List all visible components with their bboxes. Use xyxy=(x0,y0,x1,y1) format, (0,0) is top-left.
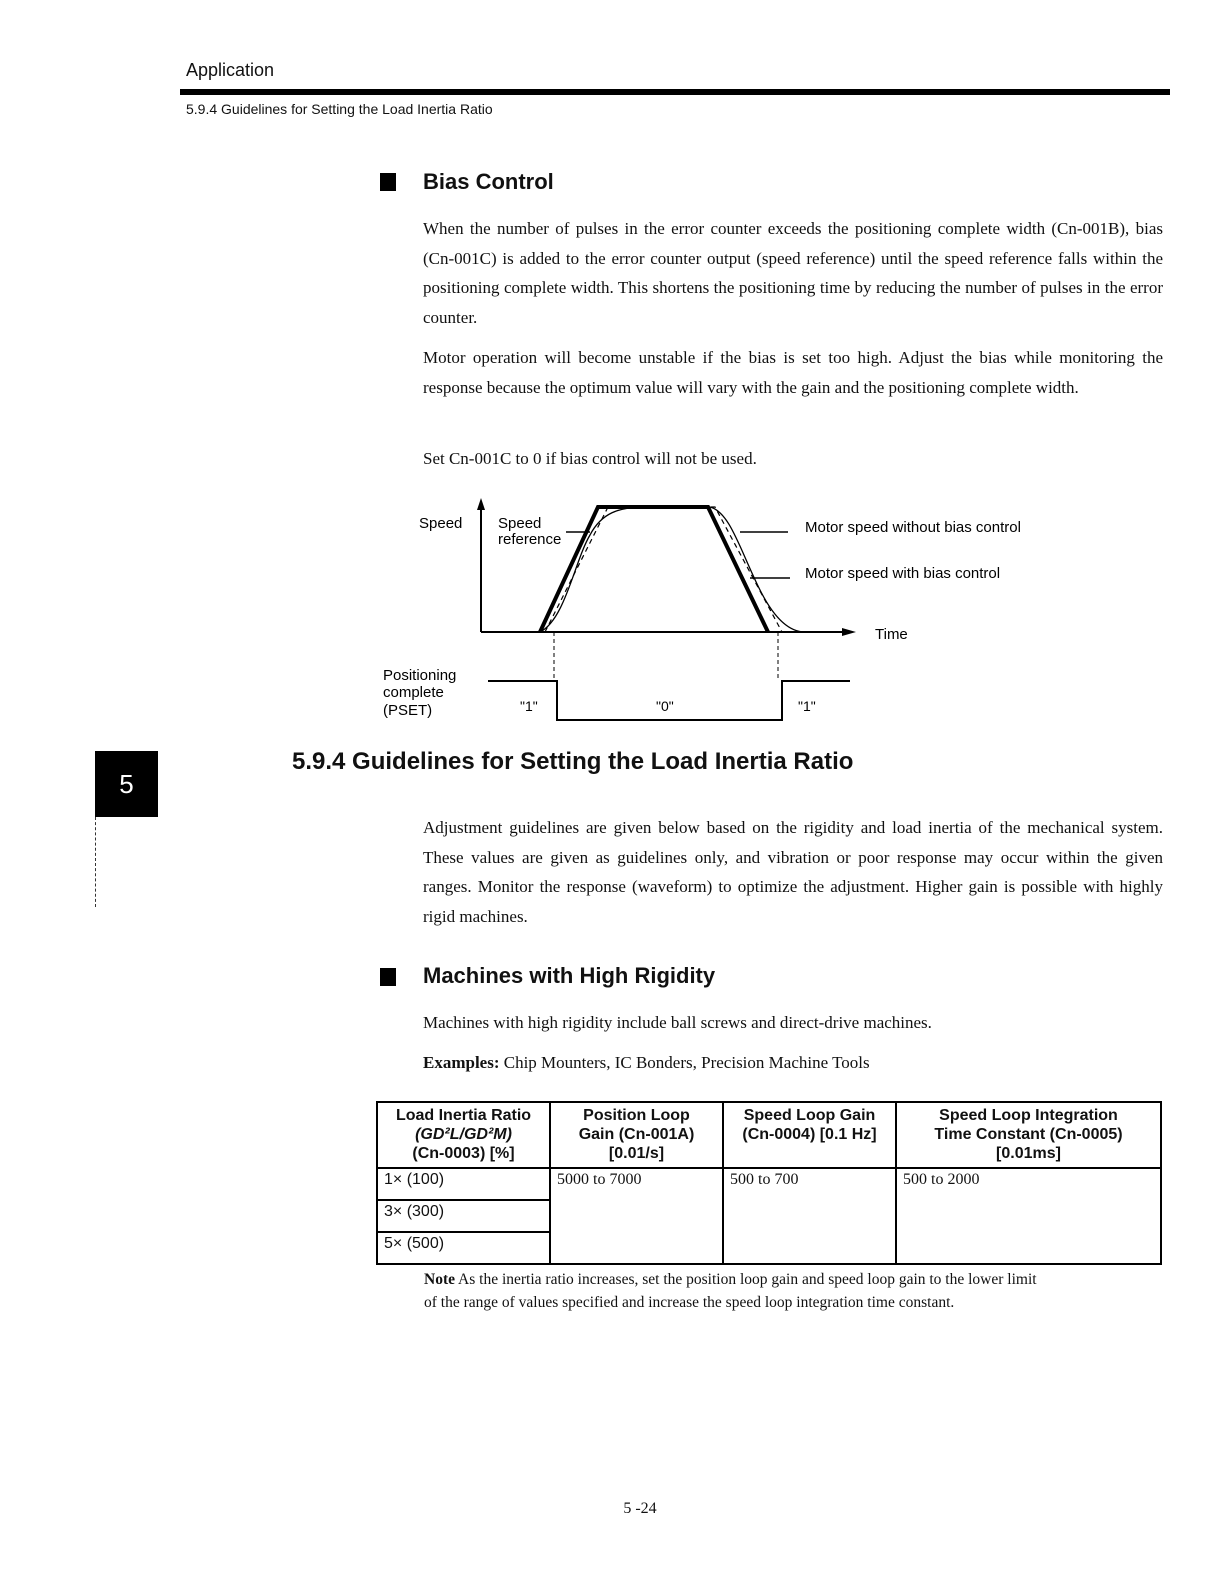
page-number: 5 -24 xyxy=(623,1500,657,1517)
high-rigidity-heading: Machines with High Rigidity xyxy=(423,963,716,988)
high-rigidity-description: Machines with high rigidity include ball screws and direct-drive machines. xyxy=(423,1013,932,1032)
chapter-tab-marker xyxy=(95,817,96,907)
ratio-cell: 5× (500) xyxy=(377,1232,550,1264)
examples-line xyxy=(423,1048,1163,1078)
ratio-cell: 1× (100) xyxy=(377,1168,550,1200)
inertia-guideline-table xyxy=(376,1101,1162,1265)
time-axis-arrow-icon xyxy=(842,628,856,636)
note-text: As the inertia ratio increases, set the position loop gain and speed loop gain to the lower limit of the range of values specified and increase the speed loop integration time constant. xyxy=(424,1271,1037,1311)
speed-reference-curve xyxy=(540,507,768,632)
header-integration-time-constant: Speed Loop Integration Time Constant (Cn-0005) [0.01ms] xyxy=(896,1102,1161,1168)
pset-label-1: Positioning xyxy=(383,667,457,684)
header-load-inertia-ratio: Load Inertia Ratio (GD²L/GD²M) (Cn-0003) [%] xyxy=(377,1102,550,1168)
running-header-subsection: 5.9.4 Guidelines for Setting the Load Inertia Ratio xyxy=(186,101,493,117)
note-label: Note xyxy=(424,1271,455,1288)
speed-reference-label-2: reference xyxy=(498,531,562,548)
integration-time-cell: 500 to 2000 xyxy=(896,1168,1161,1264)
y-axis-label: Speed xyxy=(419,515,463,532)
section-bullet-icon xyxy=(380,173,396,191)
header-position-loop-gain: Position Loop Gain (Cn-001A) [0.01/s] xyxy=(550,1102,723,1168)
speed-reference-label-1: Speed xyxy=(498,515,542,532)
bias-paragraph-3: Set Cn-001C to 0 if bias control will not be used. xyxy=(423,449,757,468)
position-loop-gain-cell: 5000 to 7000 xyxy=(550,1168,723,1264)
pset-label-2: complete xyxy=(383,684,444,701)
without-bias-label: Motor speed without bias control xyxy=(805,519,1021,536)
speed-loop-gain-cell: 500 to 700 xyxy=(723,1168,896,1264)
table-header-row xyxy=(377,1102,1161,1168)
section-intro: Adjustment guidelines are given below based on the rigidity and load inertia of the mechanical system. These values are given as guidelines only, and vibration or poor response may occur within the given ranges. Monitor the response (waveform) to optimize the adjustment. Higher gain is possible with highly rigid machines. xyxy=(423,818,1163,926)
pset-state-1: "1" xyxy=(520,698,538,714)
motor-speed-without-bias-curve xyxy=(540,507,805,632)
with-bias-label: Motor speed with bias control xyxy=(805,565,1001,582)
motor-speed-with-bias-curve xyxy=(545,507,782,632)
speed-axis-arrow-icon xyxy=(477,498,485,510)
header-speed-loop-gain: Speed Loop Gain (Cn-0004) [0.1 Hz] xyxy=(723,1102,896,1168)
bias-paragraph-1: When the number of pulses in the error counter exceeds the positioning complete width (Cn-001B), bias (Cn-001C) is added to the error counter output (speed reference) until the speed reference falls within the positioning complete width. This shortens the positioning time by reducing the number of pulses in the error counter. xyxy=(423,219,1163,327)
section-bullet-icon xyxy=(380,968,396,986)
table-note xyxy=(424,1268,1044,1314)
pset-state-0: "0" xyxy=(656,698,674,714)
table-row xyxy=(377,1168,1161,1200)
ratio-cell: 3× (300) xyxy=(377,1200,550,1232)
chapter-tab: 5 xyxy=(95,751,158,817)
pset-state-1b: "1" xyxy=(798,698,816,714)
running-header-title: Application xyxy=(186,60,275,80)
bias-paragraph-2: Motor operation will become unstable if the bias is set too high. Adjust the bias while monitoring the response because the optimum value will vary with the gain and the positioning complete width. xyxy=(423,348,1163,397)
x-axis-label: Time xyxy=(875,626,908,643)
section-heading: 5.9.4 Guidelines for Setting the Load Inertia Ratio xyxy=(292,748,854,775)
bias-control-heading: Bias Control xyxy=(423,169,554,194)
header-rule xyxy=(180,89,1170,95)
bias-control-diagram xyxy=(380,490,1060,730)
pset-label-3: (PSET) xyxy=(383,702,433,719)
examples-text: Chip Mounters, IC Bonders, Precision Machine Tools xyxy=(499,1053,870,1072)
examples-label: Examples: xyxy=(423,1053,500,1072)
